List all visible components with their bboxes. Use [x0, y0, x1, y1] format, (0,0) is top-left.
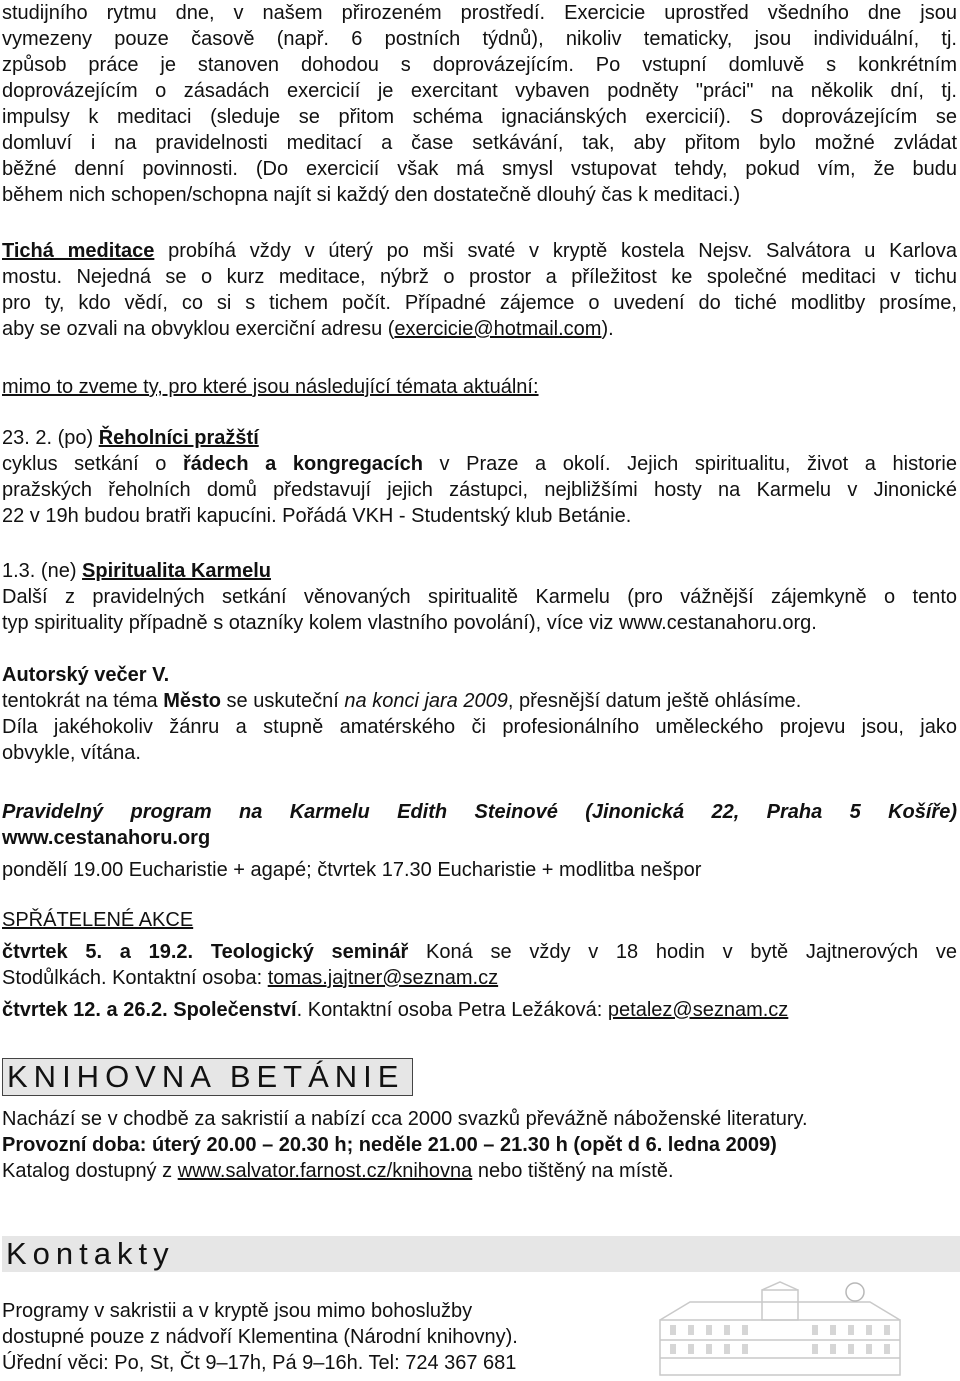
event-karmel	[2, 558, 957, 636]
event-text: řádech a kongregacích	[182, 453, 423, 475]
intro-line: impulsy k meditaci (sleduje se přitom schéma ignaciánských exercicií). S doprovázejícím se	[2, 106, 957, 128]
library-banner: KNIHOVNA BETÁNIE	[2, 1058, 413, 1096]
event-text: na konci jara 2009	[344, 690, 508, 712]
event-text: Město	[163, 690, 221, 712]
meditation-text: ).	[601, 318, 614, 340]
event-line: typ spirituality případně s otazníky kolem vlastního povolání), více viz www.cestanahoru.org.	[2, 612, 817, 634]
meditation-text: probíhá vždy v úterý po mši svaté v kryptě kostela Nejsv. Salvátora u Karlova	[154, 240, 957, 262]
intro-line: doprovázejícím o zásadách exercicií je exercitant vybaven podněty "práci" na několik dní, tj.	[2, 80, 957, 102]
friends-email-link[interactable]: tomas.jajtner@seznam.cz	[267, 967, 499, 989]
intro-line: způsob práce je stanoven dohodou s doprovázejícím. Po vstupní domluvě s konkrétním	[2, 54, 957, 76]
schedule-text: 19.00 Eucharistie + agapé;	[67, 859, 318, 881]
schedule-day: čtvrtek	[317, 859, 377, 881]
meditation-line: pro ty, kdo vědí, co si s tichem počít. Případné zájemce o uvedení do tiché modlitby prosíme,	[2, 292, 957, 314]
event-line: pražských řeholních domů představují jejich zástupci, nejbližšími hosty na Karmelu v Jinonické	[2, 479, 957, 501]
program-title: Pravidelný program na Karmelu Edith Steinové (Jinonická 22, Praha 5 Košíře)	[2, 801, 957, 823]
event-text: , přesnější datum ještě ohlásíme.	[507, 690, 802, 712]
event-title: Autorský večer V.	[2, 664, 170, 686]
friends-line	[2, 939, 957, 965]
event-text: tentokrát na téma	[2, 690, 164, 712]
intro-line: vymezeny pouze časově (např. 6 postních týdnů), nikoliv tematicky, jsou individuální, tj.	[2, 28, 957, 50]
friends-event-title: čtvrtek 12. a 26.2. Společenství	[2, 999, 297, 1021]
intro-line: během nich schopen/schopna najít si každý den dostatečně dlouhý čas k meditaci.)	[2, 184, 741, 206]
contacts-line: Úřední věci: Po, St, Čt 9–17h, Pá 9–16h. Tel: 724 367 681	[2, 1352, 517, 1374]
intro-paragraph	[2, 0, 957, 208]
meditation-paragraph	[2, 238, 957, 342]
library-hours: Provozní doba: úterý 20.00 – 20.30 h; neděle 21.00 – 21.30 h (opět d 6. ledna 2009)	[2, 1134, 777, 1156]
contacts-section	[2, 1298, 642, 1376]
friends-email-link[interactable]: petalez@seznam.cz	[607, 999, 789, 1021]
intro-line: běžné denní povinnosti. (Do exercicií však má smysl vstupovat tehdy, pokud vím, že budu	[2, 158, 957, 180]
event-title: Řeholníci pražští	[98, 427, 259, 449]
regular-program	[2, 799, 957, 851]
event-title: Spiritualita Karmelu	[82, 560, 271, 582]
event-date: 23. 2. (po)	[2, 427, 99, 449]
event-line: Díla jakéhokoliv žánru a stupně amatérského či profesionálního uměleckého projevu jsou, jako	[2, 716, 957, 738]
library-text: nebo tištěný na místě.	[472, 1160, 674, 1182]
schedule-line	[2, 857, 957, 883]
schedule-text: 17.30 Eucharistie + modlitba nešpor	[376, 859, 702, 881]
contacts-line: Programy v sakristii a v kryptě jsou mimo bohoslužby	[2, 1300, 473, 1322]
friends-line	[2, 965, 957, 991]
event-line	[2, 688, 957, 714]
event-text: se uskuteční	[221, 690, 345, 712]
building-illustration	[650, 1280, 910, 1380]
friends-line	[2, 997, 957, 1023]
emblem-icon	[846, 1283, 864, 1301]
friends-events	[2, 939, 957, 991]
event-date: 1.3. (ne)	[2, 560, 83, 582]
event-author-evening	[2, 662, 957, 766]
event-text: v Praze a okolí. Jejich spiritualitu, život a historie	[422, 453, 957, 475]
meditation-text: aby se ozvali na obvyklou exerciční adresu (	[2, 318, 395, 340]
program-schedule	[2, 857, 957, 883]
friends-heading: SPŘÁTELENÉ AKCE	[2, 909, 194, 931]
library-section	[2, 1106, 957, 1184]
contacts-line: dostupné pouze z nádvoří Klementina (Národní knihovny).	[2, 1326, 518, 1348]
event-line: 22 v 19h budou bratři kapucíni. Pořádá VKH - Studentský klub Betánie.	[2, 505, 632, 527]
friends-section	[2, 907, 957, 933]
friends-event-title: čtvrtek 5. a 19.2. Teologický seminář	[2, 941, 409, 963]
library-line: Nachází se v chodbě za sakristií a nabízí cca 2000 svazků převážně náboženské literatury.	[2, 1108, 808, 1130]
program-url: www.cestanahoru.org	[2, 827, 211, 849]
intro-line: studijního rytmu dne, v našem přirozeném prostředí. Exercicie uprostřed všedního dne jsou	[2, 2, 957, 24]
event-text: cyklus setkání o	[2, 453, 183, 475]
event-line: obvykle, vítána.	[2, 742, 141, 764]
event-line: Další z pravidelných setkání věnovaných spiritualitě Karmelu (pro vážnější zájemkyně o tento	[2, 586, 957, 608]
invite-line	[2, 374, 957, 400]
friends-text: Koná se vždy v 18 hodin v bytě Jajtnerových ve	[408, 941, 957, 963]
contacts-banner: Kontakty	[2, 1236, 960, 1272]
friends-text: . Kontaktní osoba Petra Ležáková:	[296, 999, 608, 1021]
event-header	[2, 558, 957, 584]
event-header	[2, 425, 957, 451]
library-catalog-link[interactable]: www.salvator.farnost.cz/knihovna	[177, 1160, 473, 1182]
library-line	[2, 1158, 957, 1184]
intro-line: domluví i na pravidelnosti meditací a čase setkávání, tak, aby přitom bylo možné zvládat	[2, 132, 957, 154]
meditation-line	[2, 238, 957, 264]
meditation-line	[2, 316, 957, 342]
event-rehole	[2, 425, 957, 529]
schedule-day: pondělí	[2, 859, 68, 881]
friends-text: Stodůlkách. Kontaktní osoba:	[2, 967, 268, 989]
event-line	[2, 451, 957, 477]
meditation-email-link[interactable]: exercicie@hotmail.com	[394, 318, 602, 340]
library-text: Katalog dostupný z	[2, 1160, 178, 1182]
meditation-heading: Tichá meditace	[2, 240, 155, 262]
friends-event-2	[2, 997, 957, 1023]
invite-text: mimo to zveme ty, pro které jsou následující témata aktuální:	[2, 376, 539, 398]
meditation-line: mostu. Nejedná se o kurz meditace, nýbrž o prostor a příležitost ke společné meditaci v tichu	[2, 266, 957, 288]
